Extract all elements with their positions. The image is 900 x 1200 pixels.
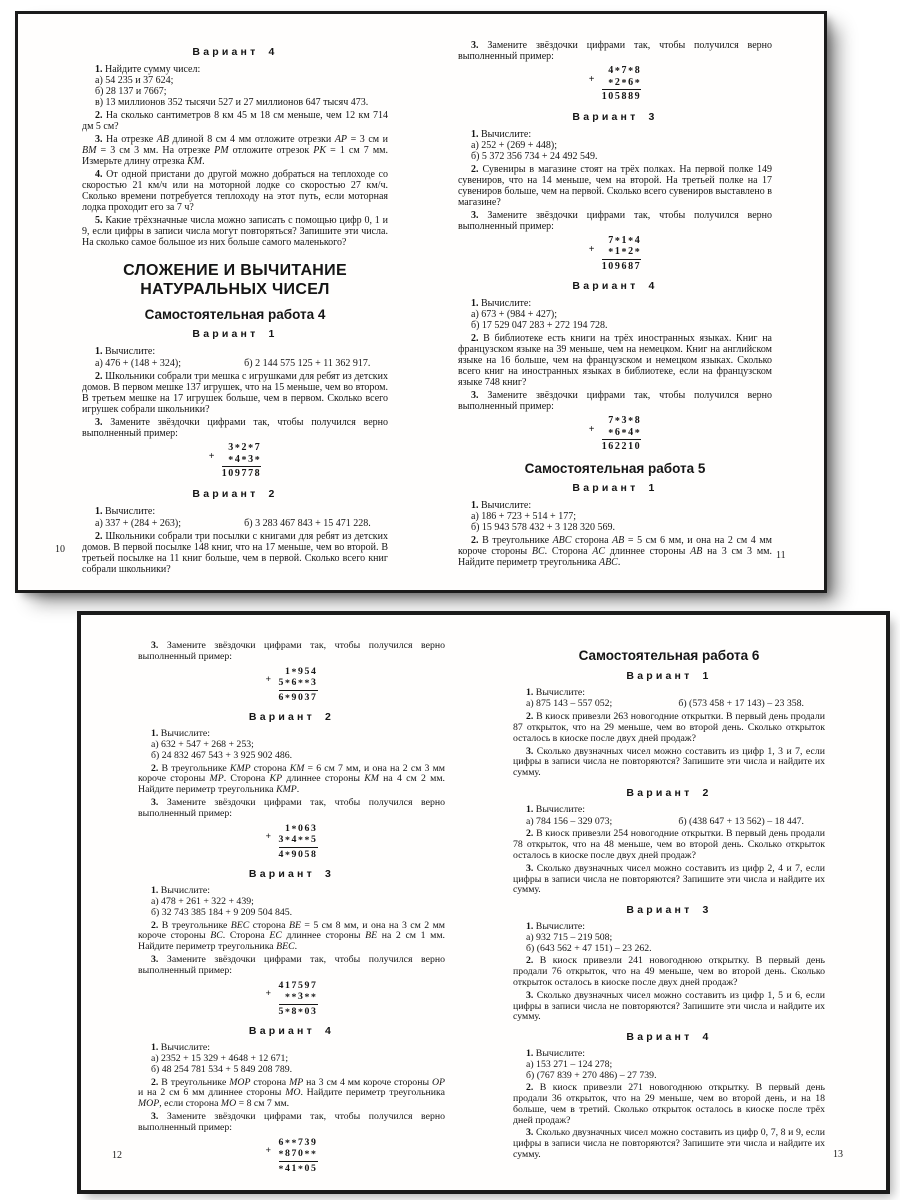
problem-paragraph: 3. Замените звёздочки цифрами так, чтобы получился верно выполненный пример: [458, 390, 772, 412]
variant-heading: Вариант 4 [572, 280, 658, 292]
problem-paragraph: 3. Сколько двузначных чисел можно составить из цифр 1, 5 и 6, если цифры в записи числа не повторяются? Запишите эти числа и найдите их сумму. [513, 989, 825, 1023]
worksheet-heading: Самостоятельная работа 6 [578, 648, 760, 663]
problem-paragraph: 2. В треугольнике KMP сторона KM = 6 см 7 мм, и она на 2 см 3 мм короче стороны MP. Сторона KP длиннее стороны KM на 4 см 2 мм. Найдите периметр треугольника KMP. [138, 762, 446, 796]
calc-row [513, 817, 825, 828]
problem-paragraph: 2. В треугольнике BEC сторона BE = 5 см 8 мм, и она на 3 см 2 мм короче стороны BC. Сторона EC длиннее стороны BE на 2 см 1 мм. Найдите периметр треугольника BEC. [138, 919, 446, 953]
calc-list [82, 75, 388, 108]
asterisk-placeholder: * [291, 992, 298, 1004]
asterisk-placeholder: * [304, 1149, 311, 1160]
calc-item: а) 2352 + 15 329 + 4648 + 12 671; [151, 1052, 289, 1064]
spread-bottom [77, 611, 890, 1194]
problem-paragraph: 2. В киоск привезли 271 новогоднюю открытку. В первый день продали 36 открыток, что на 29 меньше, чем во второй день, и на 18 больше, чем в третий. Сколько открыток осталось в киоске после трёх дней продаж? [513, 1082, 825, 1126]
numbered-line: 1. Вычислите: [526, 686, 585, 698]
asterisk-placeholder: * [614, 235, 622, 247]
asterisk-placeholder: * [298, 1006, 305, 1018]
asterisk-placeholder: * [285, 992, 292, 1004]
asterisk-placeholder: * [628, 66, 635, 77]
addition-rows [279, 1137, 318, 1175]
addition-example [138, 666, 445, 704]
section-heading-line: СЛОЖЕНИЕ И ВЫЧИТАНИЕ [123, 262, 347, 279]
problem-paragraph: 3. Замените звёздочки цифрами так, чтобы получился верно выполненный пример: [138, 953, 445, 976]
calc-list [513, 933, 825, 955]
problem-paragraph: 3. На отрезке AB длиной 8 см 4 мм отложите отрезки AP = 3 см и BM = 3 см 3 мм. На отрезке PM отложите отрезок PK = 1 см 7 мм. Измерьте длину отрезка KM. [82, 134, 388, 167]
problem-paragraph: 2. В треугольнике ABC сторона AB = 5 см 6 мм, и она на 2 см 4 мм короче стороны BC. Сторона AC длиннее стороны AB на 3 см 3 мм. Найдите периметр треугольника ABC. [458, 534, 773, 568]
spread-top [15, 11, 827, 593]
variant-heading: Вариант 3 [626, 904, 712, 917]
addition-example-box [589, 415, 642, 453]
asterisk-placeholder: * [285, 835, 292, 847]
variant-heading: Вариант 3 [572, 110, 658, 123]
asterisk-placeholder: * [285, 849, 292, 861]
addition-example-box [589, 65, 642, 103]
addition-example-box [266, 666, 318, 704]
problem-paragraph: 2. В треугольнике MOP сторона MP на 3 см 4 мм короче стороны OP и на 2 см 6 мм длиннее стороны MO. Найдите периметр треугольника MOP, если сторона MO = 8 см 7 мм. [138, 1076, 446, 1110]
calc-item: б) 48 254 781 534 + 5 849 208 789. [151, 1063, 293, 1075]
calc-item: а) 478 + 261 + 322 + 439; [151, 895, 254, 907]
plus-sign: + [265, 1144, 272, 1156]
plus-sign: + [208, 451, 215, 462]
addition-rows [279, 980, 318, 1018]
problem-paragraph: 2. Школьники собрали три посылки с книгами для ребят из детских домов. В первой посылке 148 книг, что на 17 меньше, чем во второй. В третьей посылке на 11 книг больше, чем в первой. Сколько всего книг собрали школьники? [82, 530, 388, 575]
calc-item: б) 28 137 и 7667; [95, 86, 167, 97]
page-column [82, 38, 388, 575]
problem-paragraph: 5. Какие трёхзначные числа можно записать с помощью цифр 0, 1 и 9, если цифры в записи числа могут повторяться? Запишите эти числа. На сколько самое большое из них больше самого маленького? [82, 215, 388, 248]
sum-row: *41*05 [278, 1162, 318, 1175]
addend-top: 7*3*8 [608, 415, 642, 427]
addend-top: 1*063 [285, 822, 318, 835]
asterisk-placeholder: * [311, 992, 318, 1004]
asterisk-placeholder: * [304, 992, 311, 1004]
worksheet-heading: Самостоятельная работа 5 [524, 460, 706, 476]
addend-top: 7*1*4 [608, 234, 642, 247]
page-number: 11 [776, 550, 786, 561]
numbered-line: 1. Вычислите: [526, 1047, 585, 1059]
variant-heading: Вариант 1 [572, 481, 658, 494]
addend-bottom: 3*4**5 [278, 834, 318, 847]
problem-paragraph: 2. В киоск привезли 241 новогоднюю открытку. В первый день продали 76 открыток, что на 49 меньше, чем во второй день. Сколько открыток осталось в киоске после двух дней продаж? [513, 955, 825, 988]
numbered-line: 1. Вычислите: [471, 499, 532, 511]
problem-paragraph: 4. От одной пристани до другой можно добраться на теплоходе со скоростью 21 км/ч или на моторной лодке со скоростью 27 км/ч. Сколько времени потребуется теплоходу на этот путь, если моторная лодка проходит его за 7 ч? [82, 169, 388, 213]
calc-item-a: а) 337 + (284 + 263); [95, 517, 181, 529]
problem-paragraph: 2. В киоск привезли 263 новогодние открытки. В первый день продали 87 открыток, что на 29 меньше, чем во второй день. Сколько открыток осталось в киоске после двух дней продаж? [513, 711, 825, 744]
calc-row [82, 358, 388, 369]
variant-heading: Вариант 2 [248, 711, 335, 724]
numbered-line: 1. Вычислите: [95, 346, 156, 357]
addition-example-box [266, 823, 318, 861]
calc-item: а) 54 235 и 37 624; [95, 75, 174, 86]
calc-item: б) 15 943 578 432 + 3 128 320 569. [471, 521, 616, 533]
addend-bottom: *1*2* [608, 246, 642, 258]
asterisk-placeholder: * [621, 77, 629, 89]
calc-item-a: а) 784 156 – 329 073; [526, 815, 613, 827]
calc-item-b: б) (573 458 + 17 143) – 23 358. [678, 698, 804, 710]
problem-paragraph: 2. Школьники собрали три мешка с игрушками для ребят из детских домов. В первом мешке 137 игрушек, что на 15 меньше, чем во втором. В третьем мешке на 17 игрушек больше, чем в первом. Сколько всего игрушек собрали школьники? [82, 371, 388, 415]
asterisk-placeholder: * [278, 1149, 285, 1160]
calc-item: а) 186 + 723 + 514 + 177; [471, 510, 576, 522]
addition-rows [602, 65, 642, 103]
asterisk-placeholder: * [304, 678, 311, 690]
problem-paragraph: 3. Замените звёздочки цифрами так, чтобы получился верно выполненный пример: [138, 1110, 445, 1133]
calc-list [458, 309, 772, 331]
numbered-line: 1. Вычислите: [95, 505, 156, 517]
addend-bottom: *6*4* [608, 426, 642, 439]
addition-example [138, 1137, 445, 1175]
calc-item-b: б) (438 647 + 13 562) – 18 447. [678, 815, 804, 827]
numbered-line: 1. Вычислите: [151, 1042, 210, 1054]
problem-paragraph: 3. Замените звёздочки цифрами так, чтобы получился верно выполненный пример: [138, 640, 445, 662]
asterisk-placeholder: * [311, 1149, 318, 1160]
addition-example [138, 823, 445, 861]
asterisk-placeholder: * [634, 427, 642, 439]
asterisk-placeholder: * [291, 823, 298, 835]
asterisk-placeholder: * [285, 1006, 292, 1018]
calc-list [458, 140, 772, 162]
calc-item: а) 252 + (269 + 448); [471, 139, 557, 151]
asterisk-placeholder: * [291, 1137, 298, 1149]
numbered-line: 1. Вычислите: [151, 728, 210, 740]
sum-row: 105889 [601, 91, 642, 102]
asterisk-placeholder: * [304, 835, 311, 847]
addition-example-box [266, 980, 318, 1018]
asterisk-placeholder: * [614, 416, 622, 427]
calc-item: в) 13 миллионов 352 тысячи 527 и 27 миллионов 647 тысяч 473. [95, 97, 369, 108]
calc-item: б) (643 562 + 47 151) – 23 262. [526, 942, 652, 954]
asterisk-placeholder: * [608, 427, 615, 439]
variant-heading: Вариант 2 [626, 786, 712, 799]
addition-example [82, 442, 388, 480]
addition-example [458, 65, 772, 103]
variant-heading: Вариант 4 [626, 1031, 712, 1044]
calc-item-b: б) 2 144 575 125 + 11 362 917. [244, 358, 371, 369]
addend-top: 6**739 [278, 1136, 318, 1149]
sum-row: 162210 [601, 441, 642, 452]
asterisk-placeholder: * [621, 247, 629, 258]
calc-item-a: а) 476 + (148 + 324); [95, 358, 181, 369]
variant-heading: Вариант 4 [192, 46, 278, 58]
plus-sign: + [265, 830, 272, 842]
sum-row: 109778 [221, 468, 262, 479]
addend-bottom: *2*6* [608, 76, 642, 89]
page-number: 10 [55, 544, 65, 555]
calc-list [458, 511, 772, 533]
calc-item: б) 17 529 047 283 + 272 194 728. [471, 320, 608, 331]
asterisk-placeholder: * [278, 1163, 285, 1175]
asterisk-placeholder: * [634, 77, 642, 89]
problem-paragraph: 2. Сувениры в магазине стоят на трёх полках. На первой полке 149 сувениров, что на 14 меньше, чем на второй. На третьей полке на 17 сувениров больше, чем на первой. Сколько всего сувениров выставлено в магазине? [458, 163, 772, 208]
addend-top: 4*7*8 [608, 65, 642, 77]
asterisk-placeholder: * [628, 235, 635, 247]
asterisk-placeholder: * [298, 835, 305, 847]
calc-list [513, 1060, 825, 1082]
problem-paragraph: 3. Замените звёздочки цифрами так, чтобы получился верно выполненный пример: [458, 209, 772, 232]
problem-paragraph: 3. Сколько двузначных чисел можно составить из цифр 0, 7, 8 и 9, если цифры в записи числа не повторяются? Запишите эти числа и найдите их сумму. [513, 1127, 825, 1161]
worksheet-heading: Самостоятельная работа 4 [144, 307, 326, 322]
page-number: 12 [112, 1150, 122, 1161]
sum-row: 5*8*03 [278, 1005, 318, 1018]
sum-row: 109687 [601, 260, 642, 272]
numbered-line: 1. Вычислите: [471, 128, 532, 140]
addition-rows [602, 235, 642, 273]
addition-rows [279, 666, 318, 704]
asterisk-placeholder: * [628, 416, 635, 427]
plus-sign: + [588, 424, 595, 435]
problem-paragraph: 3. Сколько двузначных чисел можно составить из цифр 1, 3 и 7, если цифры в записи числа не повторяются? Запишите эти числа и найдите их сумму. [513, 745, 825, 779]
asterisk-placeholder: * [614, 66, 622, 77]
addition-example [458, 415, 772, 453]
addition-rows [222, 442, 262, 480]
calc-list [138, 740, 445, 762]
asterisk-placeholder: * [608, 247, 615, 258]
calc-item: б) 24 832 467 543 + 3 925 902 486. [151, 749, 293, 761]
addend-top: 3*2*7 [228, 442, 262, 454]
problem-paragraph: 3. Замените звёздочки цифрами так, чтобы получился верно выполненный пример: [138, 796, 445, 819]
addend-bottom: *870** [278, 1148, 318, 1160]
problem-paragraph: 3. Замените звёздочки цифрами так, чтобы получился верно выполненный пример: [458, 40, 772, 62]
problem-paragraph: 2. В киоск привезли 254 новогодние открытки. В первый день продали 78 открыток, что на 48 меньше, чем во второй день. Сколько открыток осталось в киоске после двух дней продаж? [513, 828, 825, 861]
asterisk-placeholder: * [298, 1163, 305, 1175]
asterisk-placeholder: * [241, 454, 249, 466]
calc-item: а) 153 271 – 124 278; [526, 1058, 613, 1070]
addition-example [138, 980, 445, 1018]
numbered-line: 1. Вычислите: [471, 298, 532, 309]
plus-sign: + [265, 673, 272, 685]
addend-top: 1*954 [285, 665, 318, 678]
addend-bottom: **3** [285, 991, 318, 1004]
problem-paragraph: 2. На сколько сантиметров 8 км 45 м 18 см меньше, чем 12 км 714 дм 5 см? [82, 110, 388, 132]
numbered-line: 1. Вычислите: [526, 920, 585, 932]
asterisk-placeholder: * [634, 247, 642, 258]
asterisk-placeholder: * [254, 454, 262, 466]
addition-rows [279, 823, 318, 861]
variant-heading: Вариант 1 [626, 669, 712, 682]
plus-sign: + [588, 74, 595, 85]
addition-example-box [589, 235, 642, 273]
calc-row [513, 699, 825, 710]
calc-item: б) 5 372 356 734 + 24 492 549. [471, 150, 598, 162]
addend-top: 417597 [278, 979, 318, 991]
variant-heading: Вариант 1 [192, 328, 278, 340]
page-column [138, 639, 445, 1176]
numbered-line: 1. Вычислите: [151, 885, 210, 897]
calc-item-b: б) 3 283 467 843 + 15 471 228. [244, 517, 371, 529]
asterisk-placeholder: * [285, 1137, 292, 1149]
asterisk-placeholder: * [285, 692, 292, 704]
asterisk-placeholder: * [298, 678, 305, 690]
calc-item-a: а) 875 143 – 557 052; [526, 698, 613, 710]
calc-item: а) 673 + (984 + 427); [471, 309, 557, 320]
calc-list [138, 897, 445, 919]
plus-sign: + [588, 243, 595, 255]
section-heading-line: НАТУРАЛЬНЫХ ЧИСЕЛ [140, 281, 330, 298]
problem-paragraph: 2. В библиотеке есть книги на трёх иностранных языках. Книг на французском языке на 39 меньше, чем на немецком. Книг на английском языке на 16 больше, чем на французском и немецком языках. Сколько всего книг на иностранных языках в библиотеке, если на французском языке 748 книг? [458, 333, 772, 388]
page-column [513, 641, 825, 1161]
asterisk-placeholder: * [621, 427, 629, 439]
calc-item: б) 32 743 385 184 + 9 209 504 845. [151, 906, 293, 918]
variant-heading: Вариант 3 [248, 868, 335, 881]
section-heading [82, 261, 388, 299]
addend-bottom: 5*6**3 [278, 677, 318, 690]
addition-example [458, 235, 772, 273]
numbered-line: 1. Вычислите: [526, 803, 585, 815]
addition-rows [602, 415, 642, 453]
addition-example-box [209, 442, 262, 480]
asterisk-placeholder: * [248, 443, 255, 454]
variant-heading: Вариант 4 [248, 1025, 335, 1038]
calc-item: а) 932 715 – 219 508; [526, 931, 613, 943]
asterisk-placeholder: * [608, 77, 615, 89]
calc-list [138, 1054, 445, 1076]
page-number: 13 [833, 1149, 843, 1160]
problem-paragraph: 3. Замените звёздочки цифрами так, чтобы получился верно выполненный пример: [82, 417, 388, 439]
page-column [458, 38, 772, 568]
asterisk-placeholder: * [291, 666, 298, 678]
sum-row: 4*9058 [278, 848, 318, 861]
variant-heading: Вариант 2 [192, 487, 278, 500]
addition-example-box [266, 1137, 318, 1175]
addend-bottom: *4*3* [228, 453, 262, 466]
calc-row [82, 518, 388, 529]
calc-item: б) (767 839 + 270 486) – 27 739. [526, 1069, 657, 1081]
asterisk-placeholder: * [285, 678, 292, 690]
numbered-line: 1. Найдите сумму чисел: [95, 64, 201, 75]
sum-row: 6*9037 [278, 691, 318, 704]
asterisk-placeholder: * [234, 443, 242, 454]
asterisk-placeholder: * [228, 454, 235, 466]
calc-item: а) 632 + 547 + 268 + 253; [151, 738, 254, 750]
problem-paragraph: 3. Сколько двузначных чисел можно составить из цифр 2, 4 и 7, если цифры в записи числа не повторяются? Запишите эти числа и найдите их сумму. [513, 862, 825, 896]
plus-sign: + [265, 987, 272, 999]
